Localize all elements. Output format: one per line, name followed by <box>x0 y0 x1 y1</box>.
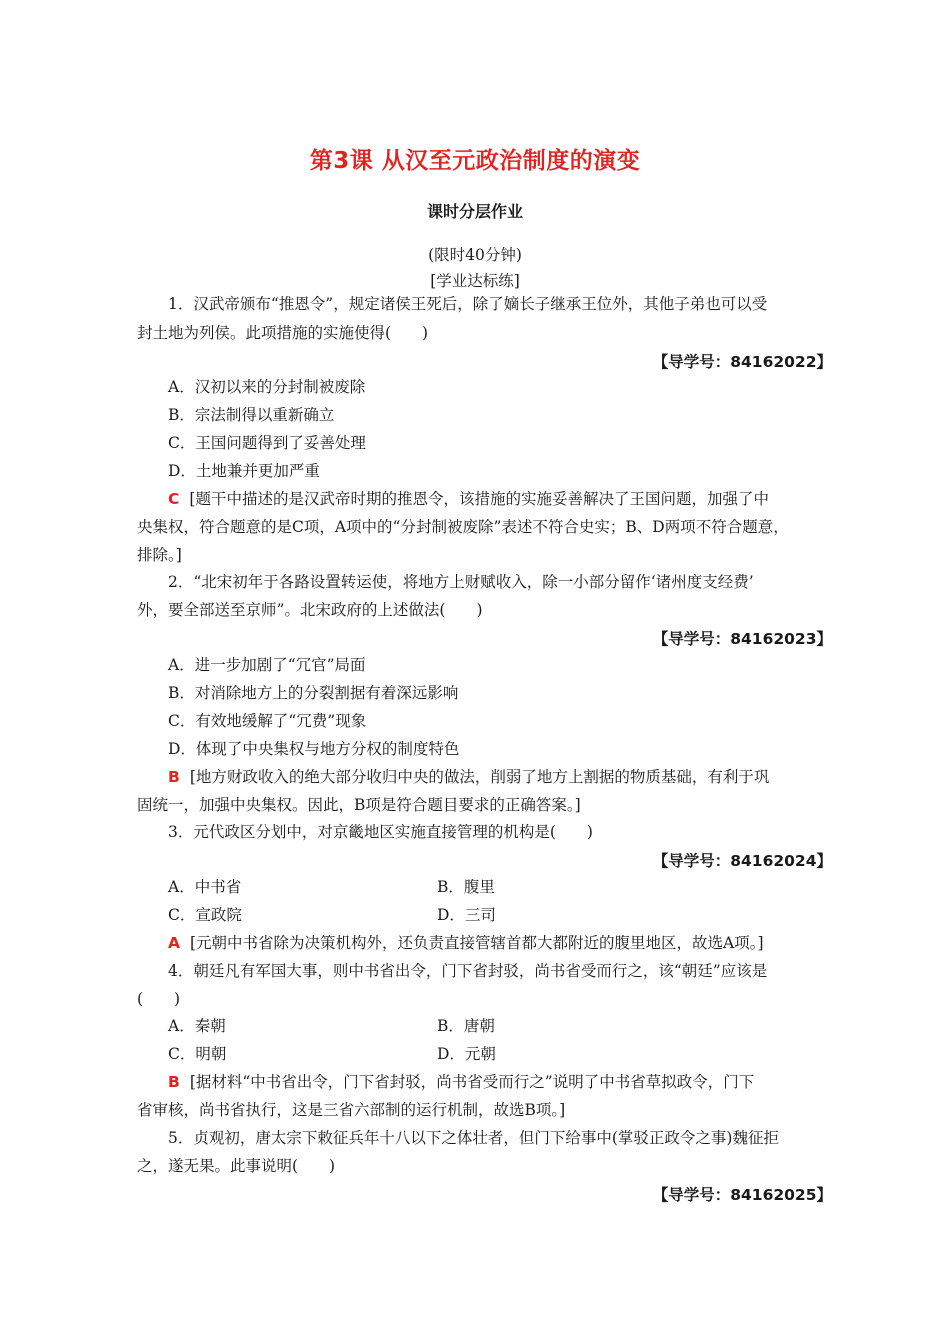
q2-option-c: C．有效地缓解了“冗费”现象 <box>168 712 367 730</box>
q2-reference-number: 【导学号：84162023】 <box>652 630 832 648</box>
q4-option-d: D．元朝 <box>437 1045 496 1063</box>
q4-explanation-line2: 省审核，尚书省执行，这是三省六部制的运行机制，故选B项。] <box>137 1101 566 1119</box>
q1-explanation-line1: C [题干中描述的是汉武帝时期的推恩令，该措施的实施妥善解决了王国问题，加强了中 <box>168 490 769 508</box>
q5-reference-number: 【导学号：84162025】 <box>652 1186 832 1204</box>
q1-answer: C <box>168 490 180 508</box>
q2-stem-line2: 外，要全部送至京师”。北宋政府的上述做法( ) <box>137 601 483 619</box>
q4-answer: B <box>168 1073 180 1091</box>
q2-option-b: B．对消除地方上的分裂割据有着深远影响 <box>168 684 459 702</box>
q1-explanation-line3: 排除。] <box>137 546 182 564</box>
time-limit: (限时40分钟) <box>428 246 522 264</box>
q3-stem-line1: 3．元代政区分划中，对京畿地区实施直接管理的机构是( ) <box>168 823 593 841</box>
q1-stem-line1: 1．汉武帝颁布“推恩令”，规定诸侯王死后，除了嫡长子继承王位外，其他子弟也可以受 <box>168 295 768 313</box>
q1-stem-line2: 封土地为列侯。此项措施的实施使得( ) <box>137 324 429 342</box>
page-subtitle: 课时分层作业 <box>426 202 523 221</box>
q3-reference-number: 【导学号：84162024】 <box>652 852 832 870</box>
q2-explanation-line1: B [地方财政收入的绝大部分收归中央的做法，削弱了地方上割据的物质基础，有利于巩 <box>168 768 770 786</box>
q4-stem-line2: ( ) <box>137 990 181 1008</box>
q3-option-b: B．腹里 <box>437 878 495 896</box>
q3-option-d: D．三司 <box>437 906 496 924</box>
q4-option-a: A．秦朝 <box>168 1017 226 1035</box>
page-title: 第3课 从汉至元政治制度的演变 <box>309 148 641 174</box>
q1-option-a: A．汉初以来的分封制被废除 <box>168 378 366 396</box>
q5-stem-line2: 之，遂无果。此事说明( ) <box>137 1157 336 1175</box>
q1-option-d: D．土地兼并更加严重 <box>168 462 320 480</box>
section-heading: [学业达标练] <box>430 272 520 290</box>
q4-explanation-line1: B [据材料“中书省出令，门下省封驳，尚书省受而行之”说明了中书省草拟政令，门下 <box>168 1073 755 1091</box>
q2-answer: B <box>168 768 180 786</box>
q2-option-a: A．进一步加剧了“冗官”局面 <box>168 656 366 674</box>
q3-answer: A <box>168 934 180 952</box>
q3-explanation-line1: A [元朝中书省除为决策机构外，还负责直接管辖首都大都附近的腹里地区，故选A项。] <box>168 934 764 952</box>
q4-option-c: C．明朝 <box>168 1045 227 1063</box>
q2-stem-line1: 2．“北宋初年于各路设置转运使，将地方上财赋收入，除一小部分留作‘诸州度支经费’ <box>168 573 754 591</box>
q1-option-c: C．王国问题得到了妥善处理 <box>168 434 366 452</box>
q3-option-a: A．中书省 <box>168 878 242 896</box>
q4-stem-line1: 4．朝廷凡有军国大事，则中书省出令，门下省封驳，尚书省受而行之，该“朝廷”应该是 <box>168 962 768 980</box>
q2-option-d: D．体现了中央集权与地方分权的制度特色 <box>168 740 460 758</box>
q1-reference-number: 【导学号：84162022】 <box>652 353 832 371</box>
q2-explanation-line2: 固统一，加强中央集权。因此，B项是符合题目要求的正确答案。] <box>137 796 581 814</box>
q1-option-b: B．宗法制得以重新确立 <box>168 406 335 424</box>
q1-explanation-line2: 央集权，符合题意的是C项，A项中的“分封制被废除”表述不符合史实；B、D两项不符合题意， <box>137 518 789 536</box>
q5-stem-line1: 5．贞观初，唐太宗下敕征兵年十八以下之体壮者，但门下给事中(掌驳正政令之事)魏征拒 <box>168 1129 779 1147</box>
q4-option-b: B．唐朝 <box>437 1017 495 1035</box>
q3-option-c: C．宣政院 <box>168 906 242 924</box>
